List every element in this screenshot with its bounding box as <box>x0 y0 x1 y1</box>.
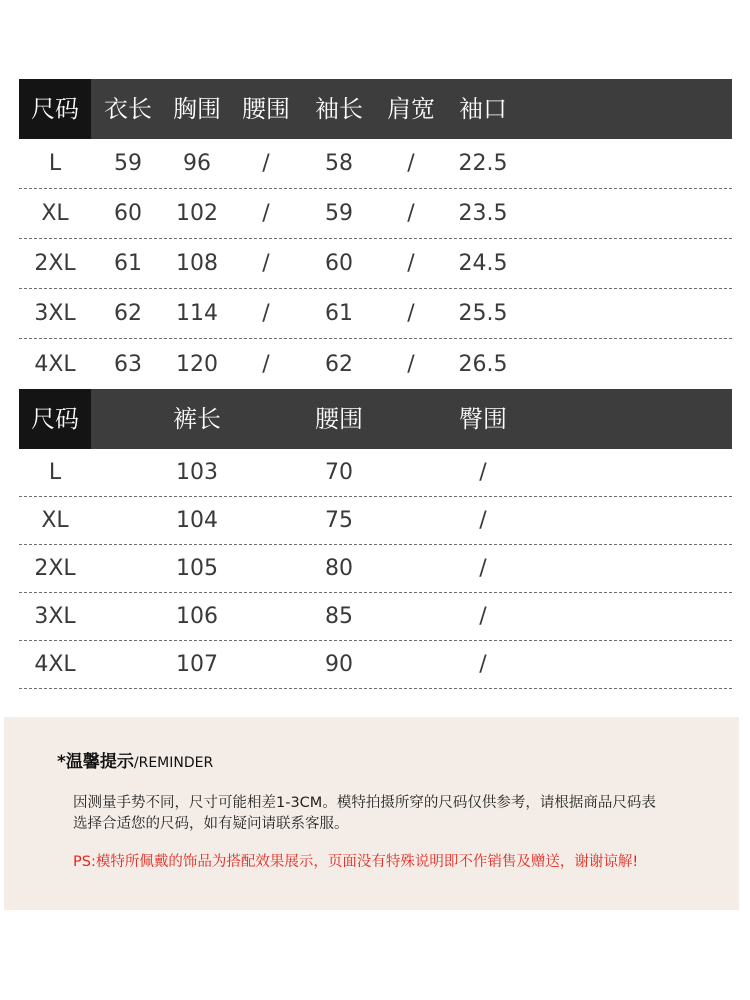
pants-value-cell: 104 <box>176 508 218 533</box>
reminder-title <box>57 751 213 773</box>
tops-table-row <box>19 289 732 339</box>
tops-value-cell: 61 <box>114 251 142 276</box>
tops-header-cell: 衣长 <box>104 95 152 123</box>
tops-value-cell: 62 <box>114 301 142 326</box>
pants-table-row <box>19 641 732 689</box>
pants-table-row <box>19 545 732 593</box>
pants-value-cell: / <box>479 604 487 629</box>
pants-value-cell: / <box>479 460 487 485</box>
tops-value-cell: 59 <box>325 201 353 226</box>
tops-value-cell: 60 <box>114 201 142 226</box>
pants-header-cell: 腰围 <box>315 405 363 433</box>
pants-value-cell: 107 <box>176 652 218 677</box>
tops-value-cell: 108 <box>176 251 218 276</box>
pants-value-cell: / <box>479 508 487 533</box>
tops-header-row <box>19 79 732 139</box>
tops-table-row <box>19 239 732 289</box>
tops-header-cell: 袖长 <box>315 95 363 123</box>
tops-value-cell: / <box>407 151 415 176</box>
tops-value-cell: / <box>262 301 270 326</box>
tops-value-cell: / <box>262 201 270 226</box>
tops-header-cell: 腰围 <box>242 95 290 123</box>
tops-value-cell: 26.5 <box>458 351 508 377</box>
pants-table-row <box>19 497 732 545</box>
tops-value-cell: / <box>407 351 415 377</box>
reminder-body-line: 因测量手势不同，尺寸可能相差1-3CM。模特拍摄所穿的尺码仅供参考，请根据商品尺码表 <box>73 795 656 811</box>
tops-value-cell: 22.5 <box>458 151 508 176</box>
tops-rows <box>19 139 732 389</box>
tops-value-cell: 60 <box>325 251 353 276</box>
pants-value-cell: 105 <box>176 556 218 581</box>
tops-value-cell: / <box>407 301 415 326</box>
tops-value-cell: 114 <box>176 301 218 326</box>
tops-table-row <box>19 189 732 239</box>
pants-header-cell: 尺码 <box>31 405 79 433</box>
tops-value-cell: / <box>407 251 415 276</box>
tops-value-cell: 59 <box>114 151 142 176</box>
pants-rows <box>19 449 732 689</box>
reminder-title-en: /REMINDER <box>133 755 214 771</box>
tops-value-cell: 102 <box>176 201 218 226</box>
tops-size-cell: XL <box>41 201 69 226</box>
reminder-title-zh: *温馨提示 <box>57 752 134 772</box>
pants-value-cell: 85 <box>325 604 353 629</box>
tops-header-cell: 尺码 <box>31 95 79 123</box>
tops-value-cell: 120 <box>176 351 218 377</box>
tops-value-cell: / <box>262 251 270 276</box>
reminder-box <box>4 717 739 910</box>
pants-value-cell: 106 <box>176 604 218 629</box>
pants-size-cell: L <box>48 460 62 485</box>
tops-size-cell: 2XL <box>34 251 76 276</box>
pants-value-cell: / <box>479 652 487 677</box>
pants-value-cell: / <box>479 556 487 581</box>
pants-size-cell: 2XL <box>34 556 76 581</box>
tops-size-cell: 3XL <box>34 301 76 326</box>
tops-table-row <box>19 339 732 389</box>
pants-value-cell: 103 <box>176 460 218 485</box>
tops-header-cell: 肩宽 <box>387 95 435 123</box>
pants-table-row <box>19 593 732 641</box>
tops-value-cell: 58 <box>325 151 353 176</box>
tops-size-cell: L <box>48 151 62 176</box>
pants-size-cell: 3XL <box>34 604 76 629</box>
tops-value-cell: 62 <box>325 351 353 377</box>
tops-value-cell: / <box>407 201 415 226</box>
tops-value-cell: 63 <box>114 351 142 377</box>
pants-table-row <box>19 449 732 497</box>
tops-value-cell: 96 <box>183 151 211 176</box>
tops-value-cell: / <box>262 351 270 377</box>
tops-table-row <box>19 139 732 189</box>
tops-size-table <box>19 79 732 389</box>
tops-header-cell: 胸围 <box>173 95 221 123</box>
pants-header-row <box>19 389 732 449</box>
tops-value-cell: 23.5 <box>458 201 508 226</box>
tops-value-cell: 61 <box>325 301 353 326</box>
pants-size-cell: 4XL <box>34 652 76 677</box>
pants-value-cell: 75 <box>325 508 353 533</box>
tops-value-cell: / <box>262 151 270 176</box>
tops-header-cell: 袖口 <box>459 95 507 123</box>
tops-value-cell: 24.5 <box>458 251 508 276</box>
pants-value-cell: 80 <box>325 556 353 581</box>
reminder-body-line: 选择合适您的尺码，如有疑问请联系客服。 <box>73 816 349 832</box>
tops-value-cell: 25.5 <box>458 301 508 326</box>
tops-size-cell: 4XL <box>34 351 76 377</box>
pants-size-cell: XL <box>41 508 69 533</box>
pants-value-cell: 90 <box>325 652 353 677</box>
pants-header-cell: 臀围 <box>459 405 507 433</box>
pants-size-table <box>19 389 732 689</box>
reminder-ps-note: PS:模特所佩戴的饰品为搭配效果展示，页面没有特殊说明即不作销售及赠送，谢谢谅解! <box>73 854 639 870</box>
pants-header-cell: 裤长 <box>173 405 221 433</box>
pants-value-cell: 70 <box>325 460 353 485</box>
